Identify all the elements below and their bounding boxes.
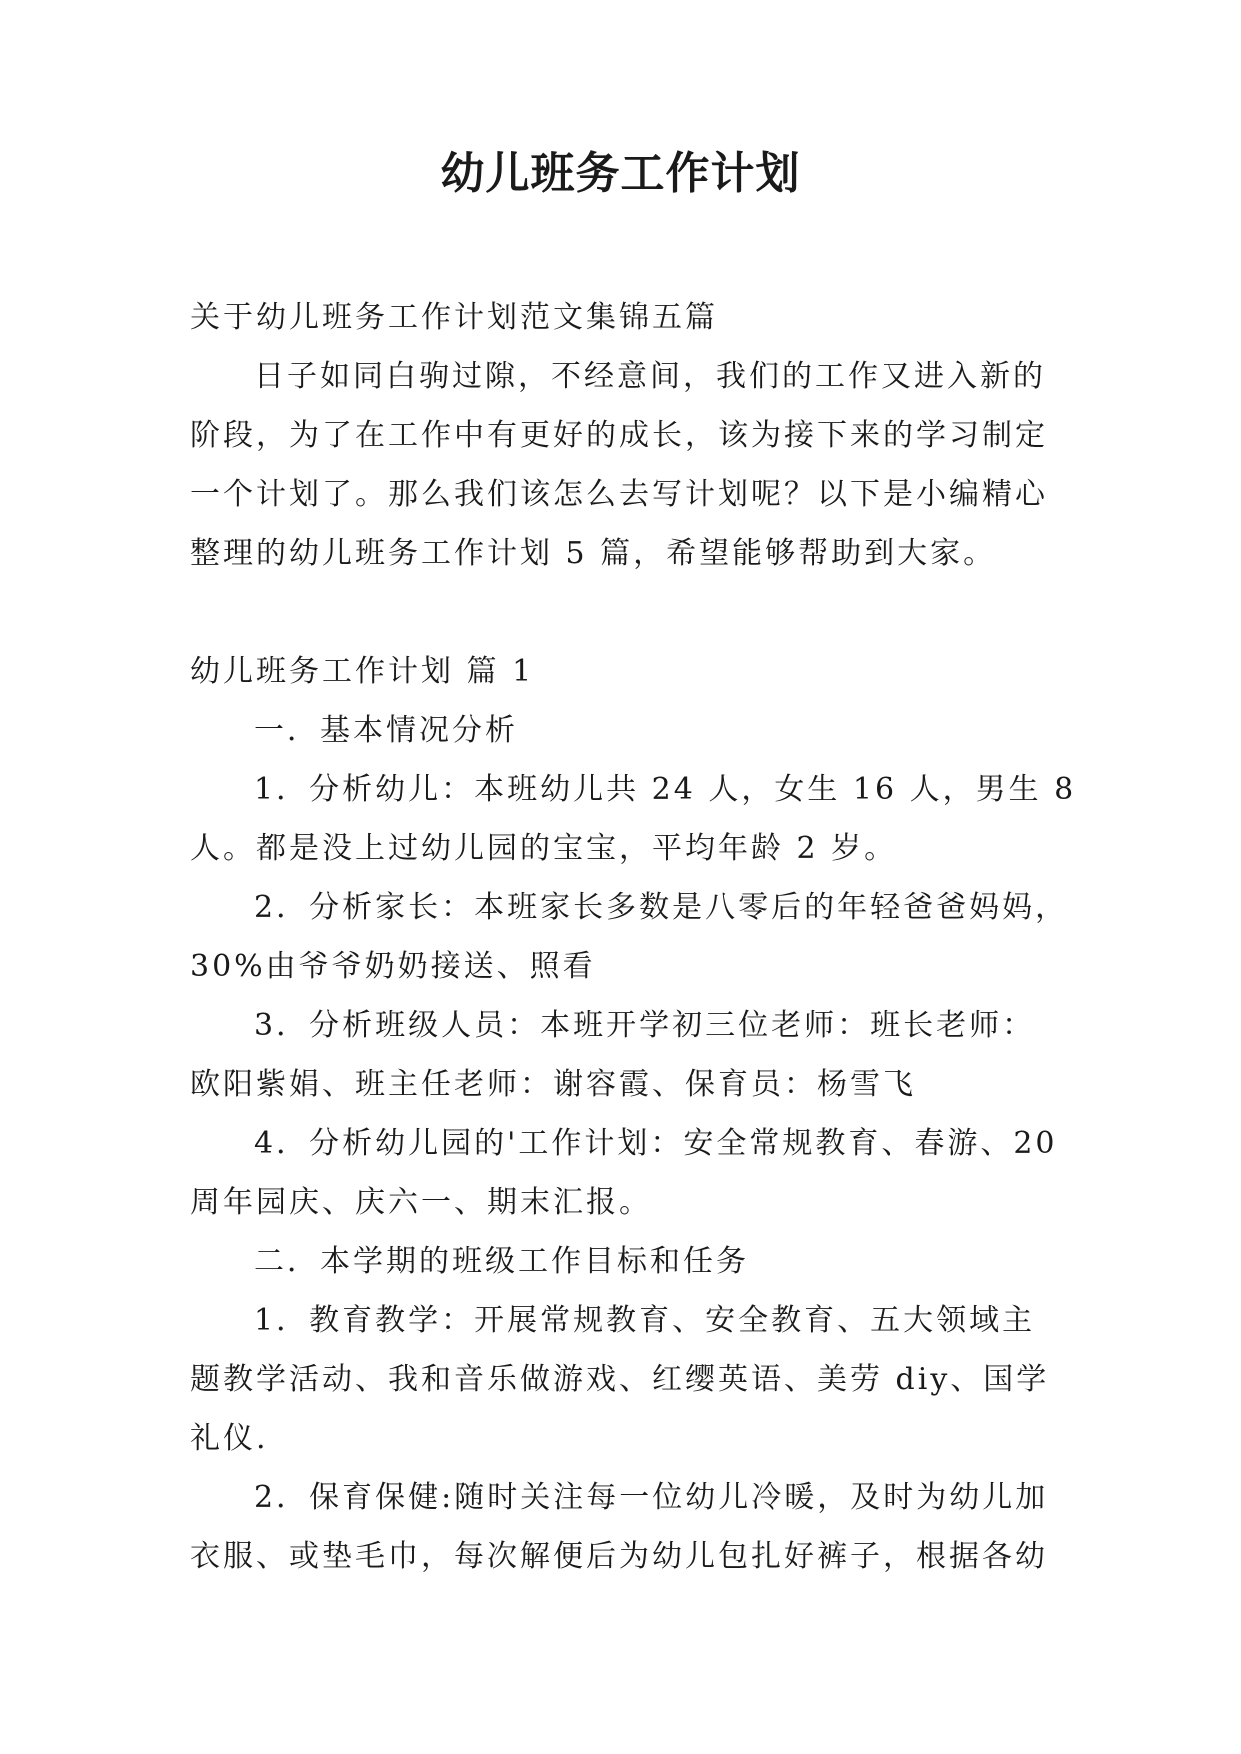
section-heading: 幼儿班务工作计划 篇 1 — [190, 654, 535, 689]
paragraph-line: 周年园庆、庆六一、期末汇报。 — [190, 1185, 652, 1220]
paragraph-line: 一个计划了。那么我们该怎么去写计划呢？以下是小编精心 — [190, 477, 1048, 512]
paragraph-line: 阶段，为了在工作中有更好的成长，该为接下来的学习制定 — [190, 418, 1048, 453]
subsection-heading: 二．本学期的班级工作目标和任务 — [254, 1244, 749, 1279]
paragraph-line: 日子如同白驹过隙，不经意间，我们的工作又进入新的 — [254, 359, 1046, 394]
paragraph-line: 整理的幼儿班务工作计划 5 篇，希望能够帮助到大家。 — [190, 536, 997, 571]
paragraph-line: 题教学活动、我和音乐做游戏、红缨英语、美劳 diy、国学 — [190, 1362, 1050, 1397]
subsection-heading: 一．基本情况分析 — [254, 713, 518, 748]
paragraph-line: 衣服、或垫毛巾，每次解便后为幼儿包扎好裤子，根据各幼 — [190, 1539, 1048, 1574]
paragraph-line: 礼仪. — [190, 1421, 269, 1456]
paragraph-line: 1．教育教学：开展常规教育、安全教育、五大领域主 — [254, 1303, 1036, 1338]
document-body — [190, 288, 1077, 1586]
paragraph-line: 2．保育保健:随时关注每一位幼儿冷暖，及时为幼儿加 — [254, 1480, 1049, 1515]
paragraph-line: 人。都是没上过幼儿园的宝宝，平均年龄 2 岁。 — [190, 831, 898, 866]
paragraph-line: 2．分析家长：本班家长多数是八零后的年轻爸爸妈妈， — [254, 890, 1069, 925]
paragraph-line: 1．分析幼儿：本班幼儿共 24 人，女生 16 人，男生 8 — [254, 772, 1077, 807]
paragraph-line: 欧阳紫娟、班主任老师：谢容霞、保育员：杨雪飞 — [190, 1067, 916, 1102]
paragraph-line: 30%由爷爷奶奶接送、照看 — [190, 949, 596, 984]
paragraph-line: 3．分析班级人员：本班开学初三位老师：班长老师： — [254, 1008, 1036, 1043]
subtitle-line: 关于幼儿班务工作计划范文集锦五篇 — [190, 300, 718, 335]
blank-line — [190, 583, 1060, 642]
document-title: 幼儿班务工作计划 — [440, 148, 801, 199]
paragraph-line: 4．分析幼儿园的'工作计划：安全常规教育、春游、20 — [254, 1126, 1058, 1161]
